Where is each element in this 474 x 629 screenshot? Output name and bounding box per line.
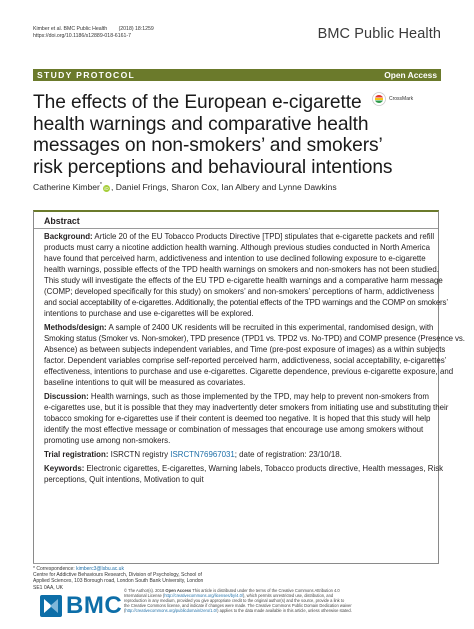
text-line: Electronic cigarettes, E-cigarettes, Warning labels, Tobacco products directive, Health messages, Risk: [84, 464, 444, 473]
text-line: ; date of registration: 23/10/18.: [234, 450, 342, 459]
keywords-section: [44, 463, 444, 485]
text-line: promoting use among non-smokers.: [44, 436, 171, 445]
text-line: have found that perceived harm, addictiveness and intention to use declined following exposure to e-cigarette: [44, 254, 426, 263]
text-line: A sample of 2400 UK residents will be recruited in this experimental, randomised design, with: [106, 323, 434, 332]
abstract-body: [44, 231, 465, 488]
text-line: perceptions, Quit intentions, Motivation to quit: [44, 475, 204, 484]
bmc-logo-icon: [40, 595, 62, 617]
title-line: risk perceptions and behavioural intentions: [33, 156, 393, 178]
author-list: [33, 182, 337, 192]
text-line: products must carry a nicotine addiction health warning. Although previous studies conducted in North America: [44, 243, 430, 252]
crossmark-badge[interactable]: [372, 92, 413, 106]
abstract-divider: [34, 228, 438, 229]
abstract-box: [33, 210, 465, 564]
publisher-name: BMC: [66, 592, 123, 619]
trial-registry-link[interactable]: ISRCTN76967031: [170, 450, 235, 459]
cc-by-link[interactable]: http://creativecommons.org/licenses/by/4.0/: [164, 593, 244, 599]
text-line: e-cigarettes use, but it is possible that they may inadvertently deter smokers from initiating use and substituting their: [44, 403, 449, 412]
correspondence-email[interactable]: kimberc3@lsbu.ac.uk: [76, 566, 124, 572]
correspondence-label: * Correspondence:: [33, 566, 77, 572]
open-access-label: Open Access: [384, 70, 437, 80]
article-type-band: [33, 69, 441, 81]
section-label: Background:: [44, 232, 93, 241]
text-line: Smoking status (Smoker vs. Non-smoker), TPD presence (TPD1 vs. TPD2 vs. No-TPD) and COMP presence (Presence vs.: [44, 334, 465, 343]
text-line: and social acceptability of e-cigarettes. Additionally, the potential effects of the TPD warnings and the COMP on smokers’: [44, 298, 448, 307]
text-line: identify the most effective message or combination of messages that encourage use among smokers without: [44, 425, 424, 434]
bmc-logo: [40, 592, 122, 620]
text-line: Article 20 of the EU Tobacco Products Directive [TPD] stipulates that e-cigarette packets and refill: [92, 232, 435, 241]
title-line: messages on non-smokers’ and smokers’: [33, 135, 383, 156]
background-section: [44, 231, 448, 319]
section-label: Methods/design:: [44, 323, 107, 332]
text-line: Absence) as between subjects independent variables, and Time (pre-post exposure of images) as a within subjects: [44, 345, 446, 354]
section-label: Keywords:: [44, 464, 85, 473]
license-line: International License (: [124, 593, 165, 599]
text-line: effectiveness, intentions to purchase and use e-cigarettes. Cigarette dependence, previous e-cigarette exposure, and: [44, 367, 454, 376]
text-line: tobacco smoking for e-cigarettes use if their content is deemed too negative. It is hoped that this study will help: [44, 414, 431, 423]
text-line: factor. Dependent variables comprise self-reported perceived harm, addictiveness, social acceptability, e-cigarettes’: [44, 356, 447, 365]
text-line: This study will investigate the effects of the EU TPD e-cigarette health warnings and a comparative harm message: [44, 276, 443, 285]
affiliation-line: Applied Sciences, 103 Borough road, London South Bank University, London: [33, 578, 204, 585]
abstract-heading: Abstract: [44, 216, 80, 226]
orcid-icon[interactable]: iD: [104, 186, 109, 191]
discussion-section: [44, 391, 449, 446]
cc-zero-link[interactable]: http://creativecommons.org/publicdomain/zero/1.0/: [125, 608, 218, 614]
title-line: The effects of the European e-cigarette: [33, 92, 362, 113]
text-line: intentions to purchase and use e-cigarettes will be explored.: [44, 309, 254, 318]
license-line: reproduction in any medium, provided you give appropriate credit to the original author(s) and the source, provide a link to: [124, 598, 345, 604]
citation-authors: Kimber et al. BMC Public Health: [33, 26, 108, 32]
citation-header: [33, 26, 164, 40]
trial-registration-section: [44, 449, 430, 460]
methods-section: [44, 322, 465, 388]
footnote-rule: [33, 563, 65, 564]
article-title: [33, 92, 393, 178]
corresponding-mark: *: [99, 182, 103, 189]
section-label: Trial registration:: [44, 450, 109, 459]
co-authors: , Daniel Frings, Sharon Cox, Ian Albery and Lynne Dawkins: [111, 182, 337, 192]
text-line: Health warnings, such as those implemented by the TPD, may help to prevent non-smokers from: [88, 392, 429, 401]
license-line: the Creative Commons license, and indicate if changes were made. The Creative Commons Public Domain Dedication waiver: [124, 603, 352, 609]
affiliation-line: Centre for Addictive Behaviours Research, Division of Psychology, School of: [33, 572, 202, 579]
license-copyright: © The Author(s). 2018: [124, 588, 166, 593]
author-name: Catherine Kimber: [33, 182, 100, 192]
license-line: (: [124, 608, 126, 614]
license-line: ), which permits unrestricted use, distribution, and: [243, 593, 334, 599]
affiliation-line: SE1 0AA, UK: [33, 584, 64, 591]
crossmark-icon: [372, 92, 386, 106]
citation-volume: (2018) 18:1259: [118, 26, 154, 32]
doi-link[interactable]: https://doi.org/10.1186/s12889-018-6161-7: [33, 33, 131, 39]
section-label: Discussion:: [44, 392, 89, 401]
open-access-bold: Open Access: [165, 588, 192, 593]
license-text: [124, 588, 442, 613]
title-line: health warnings and comparative health: [33, 113, 369, 135]
text-line: health warnings, possible effects of the TPD health warnings on smokers and non-smokers has not been studied.: [44, 265, 439, 274]
crossmark-label: CrossMark: [389, 96, 414, 102]
license-line: ) applies to the data made available in this article, unless otherwise stated.: [217, 608, 352, 614]
text-line: (COMP; developed specifically for this study) on smokers’ and non-smokers’ perceptions of harm, addictiveness: [44, 287, 435, 296]
text-line: ISRCTN registry: [108, 450, 171, 459]
text-line: baseline intentions to quit will be measured as covariates.: [44, 378, 246, 387]
correspondence: [33, 563, 233, 591]
article-type: STUDY PROTOCOL: [37, 70, 136, 80]
journal-name: BMC Public Health: [317, 26, 441, 42]
license-line: This article is distributed under the terms of the Creative Commons Attribution 4.0: [191, 588, 340, 593]
